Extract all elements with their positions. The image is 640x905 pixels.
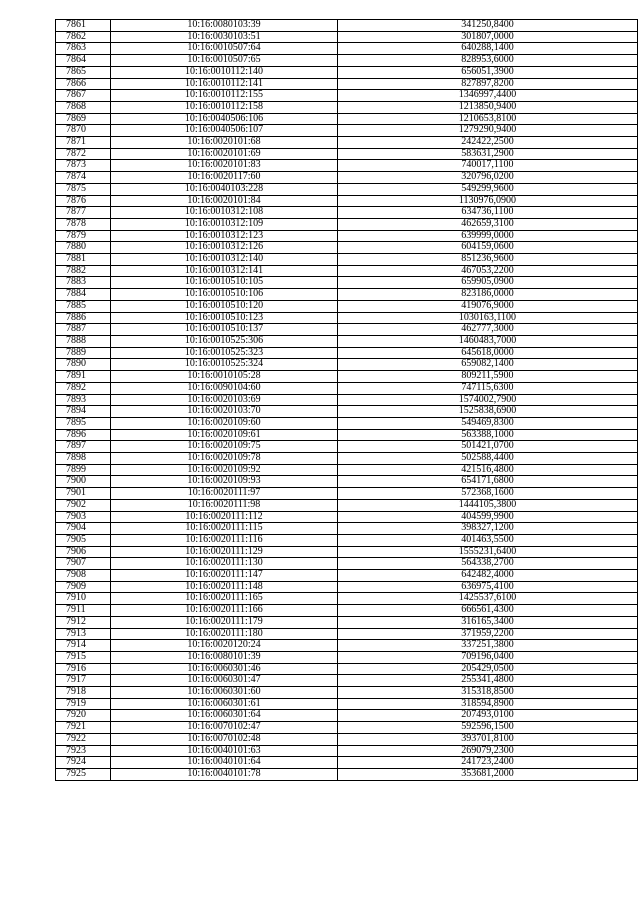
cadastral-number-cell: 10:16:0020111:112: [111, 511, 338, 523]
table-row: [56, 441, 638, 453]
table-row: [56, 66, 638, 78]
row-number-cell: 7868: [56, 101, 111, 113]
value-cell: 654171,6800: [338, 476, 638, 488]
cadastral-number-cell: 10:16:0090104:60: [111, 382, 338, 394]
table-row: [56, 534, 638, 546]
row-number-cell: 7891: [56, 371, 111, 383]
value-cell: 634736,1100: [338, 207, 638, 219]
cadastral-number-cell: 10:16:0010510:120: [111, 300, 338, 312]
value-cell: 318594,8900: [338, 698, 638, 710]
value-cell: 419076,9000: [338, 300, 638, 312]
value-cell: 1574002,7900: [338, 394, 638, 406]
row-number-cell: 7917: [56, 675, 111, 687]
cadastral-number-cell: 10:16:0010312:108: [111, 207, 338, 219]
table-row: [56, 628, 638, 640]
value-cell: 636975,4100: [338, 581, 638, 593]
row-number-cell: 7889: [56, 347, 111, 359]
value-cell: 572368,1600: [338, 488, 638, 500]
value-cell: 242422,2500: [338, 137, 638, 149]
value-cell: 337251,3800: [338, 640, 638, 652]
table-row: [56, 78, 638, 90]
value-cell: 341250,8400: [338, 20, 638, 32]
row-number-cell: 7912: [56, 616, 111, 628]
row-number-cell: 7909: [56, 581, 111, 593]
table-row: [56, 359, 638, 371]
row-number-cell: 7869: [56, 113, 111, 125]
table-row: [56, 20, 638, 32]
row-number-cell: 7888: [56, 335, 111, 347]
row-number-cell: 7887: [56, 324, 111, 336]
cadastral-number-cell: 10:16:0020111:179: [111, 616, 338, 628]
value-cell: 1213850,9400: [338, 101, 638, 113]
value-cell: 642482,4000: [338, 570, 638, 582]
row-number-cell: 7866: [56, 78, 111, 90]
row-number-cell: 7898: [56, 453, 111, 465]
cadastral-number-cell: 10:16:0070102:47: [111, 722, 338, 734]
value-cell: 549469,8300: [338, 417, 638, 429]
value-cell: 583631,2900: [338, 148, 638, 160]
table-row: [56, 207, 638, 219]
row-number-cell: 7897: [56, 441, 111, 453]
table-row: [56, 722, 638, 734]
table-row: [56, 453, 638, 465]
cadastral-number-cell: 10:16:0010112:155: [111, 90, 338, 102]
row-number-cell: 7874: [56, 172, 111, 184]
cadastral-number-cell: 10:16:0010312:123: [111, 230, 338, 242]
cadastral-number-cell: 10:16:0020111:98: [111, 499, 338, 511]
value-cell: 740017,1100: [338, 160, 638, 172]
cadastral-number-cell: 10:16:0010507:64: [111, 43, 338, 55]
value-cell: 827897,8200: [338, 78, 638, 90]
table-row: [56, 324, 638, 336]
table-row: [56, 148, 638, 160]
value-cell: 315318,8500: [338, 687, 638, 699]
table-body: [56, 20, 638, 781]
table-row: [56, 335, 638, 347]
cadastral-number-cell: 10:16:0020111:130: [111, 558, 338, 570]
value-cell: 659905,0900: [338, 277, 638, 289]
table-row: [56, 183, 638, 195]
table-row: [56, 242, 638, 254]
row-number-cell: 7870: [56, 125, 111, 137]
table-row: [56, 254, 638, 266]
value-cell: 645618,0000: [338, 347, 638, 359]
value-cell: 404599,9900: [338, 511, 638, 523]
value-cell: 1425537,6100: [338, 593, 638, 605]
row-number-cell: 7873: [56, 160, 111, 172]
cadastral-number-cell: 10:16:0020111:115: [111, 523, 338, 535]
value-cell: 207493,0100: [338, 710, 638, 722]
cadastral-number-cell: 10:16:0010312:109: [111, 218, 338, 230]
cadastral-number-cell: 10:16:0010507:65: [111, 55, 338, 67]
table-row: [56, 101, 638, 113]
cadastral-number-cell: 10:16:0060301:64: [111, 710, 338, 722]
cadastral-number-cell: 10:16:0020111:148: [111, 581, 338, 593]
cadastral-number-cell: 10:16:0040506:106: [111, 113, 338, 125]
row-number-cell: 7876: [56, 195, 111, 207]
row-number-cell: 7892: [56, 382, 111, 394]
table-row: [56, 31, 638, 43]
table-row: [56, 160, 638, 172]
cadastral-number-cell: 10:16:0020111:180: [111, 628, 338, 640]
value-cell: 1210653,8100: [338, 113, 638, 125]
row-number-cell: 7924: [56, 757, 111, 769]
cadastral-number-cell: 10:16:0020117:60: [111, 172, 338, 184]
row-number-cell: 7893: [56, 394, 111, 406]
table-row: [56, 663, 638, 675]
row-number-cell: 7901: [56, 488, 111, 500]
value-cell: 502588,4400: [338, 453, 638, 465]
table-row: [56, 581, 638, 593]
cadastral-number-cell: 10:16:0080103:39: [111, 20, 338, 32]
row-number-cell: 7863: [56, 43, 111, 55]
value-cell: 809211,5900: [338, 371, 638, 383]
row-number-cell: 7913: [56, 628, 111, 640]
cadastral-number-cell: 10:16:0010312:126: [111, 242, 338, 254]
value-cell: 1555231,6400: [338, 546, 638, 558]
table-row: [56, 769, 638, 781]
row-number-cell: 7862: [56, 31, 111, 43]
cadastral-number-cell: 10:16:0070102:48: [111, 733, 338, 745]
table-row: [56, 125, 638, 137]
table-row: [56, 570, 638, 582]
cadastral-number-cell: 10:16:0020111:116: [111, 534, 338, 546]
value-cell: 241723,2400: [338, 757, 638, 769]
row-number-cell: 7895: [56, 417, 111, 429]
value-cell: 401463,5500: [338, 534, 638, 546]
value-cell: 549299,9600: [338, 183, 638, 195]
table-row: [56, 523, 638, 535]
cadastral-number-cell: 10:16:0020111:166: [111, 605, 338, 617]
row-number-cell: 7877: [56, 207, 111, 219]
row-number-cell: 7914: [56, 640, 111, 652]
value-cell: 1279290,9400: [338, 125, 638, 137]
value-cell: 666561,4300: [338, 605, 638, 617]
table-row: [56, 218, 638, 230]
row-number-cell: 7882: [56, 265, 111, 277]
cadastral-number-cell: 10:16:0060301:47: [111, 675, 338, 687]
value-cell: 656051,3900: [338, 66, 638, 78]
row-number-cell: 7880: [56, 242, 111, 254]
row-number-cell: 7902: [56, 499, 111, 511]
row-number-cell: 7921: [56, 722, 111, 734]
value-cell: 851236,9600: [338, 254, 638, 266]
row-number-cell: 7886: [56, 312, 111, 324]
table-row: [56, 55, 638, 67]
row-number-cell: 7885: [56, 300, 111, 312]
cadastral-number-cell: 10:16:0020109:75: [111, 441, 338, 453]
table-row: [56, 43, 638, 55]
cadastral-number-cell: 10:16:0020111:165: [111, 593, 338, 605]
cadastral-number-cell: 10:16:0040103:228: [111, 183, 338, 195]
cadastral-number-cell: 10:16:0010312:140: [111, 254, 338, 266]
value-cell: 353681,2000: [338, 769, 638, 781]
cadastral-number-cell: 10:16:0010510:106: [111, 289, 338, 301]
row-number-cell: 7883: [56, 277, 111, 289]
value-cell: 604159,0600: [338, 242, 638, 254]
cadastral-number-cell: 10:16:0010510:137: [111, 324, 338, 336]
value-cell: 316165,3400: [338, 616, 638, 628]
value-cell: 563388,1000: [338, 429, 638, 441]
row-number-cell: 7918: [56, 687, 111, 699]
value-cell: 255341,4800: [338, 675, 638, 687]
cadastral-number-cell: 10:16:0020109:61: [111, 429, 338, 441]
table-row: [56, 476, 638, 488]
table-row: [56, 675, 638, 687]
cadastral-number-cell: 10:16:0020111:97: [111, 488, 338, 500]
table-row: [56, 195, 638, 207]
row-number-cell: 7910: [56, 593, 111, 605]
value-cell: 1444105,3800: [338, 499, 638, 511]
value-cell: 709196,0400: [338, 651, 638, 663]
table-row: [56, 757, 638, 769]
row-number-cell: 7923: [56, 745, 111, 757]
table-row: [56, 312, 638, 324]
table-row: [56, 733, 638, 745]
value-cell: 320796,0200: [338, 172, 638, 184]
row-number-cell: 7905: [56, 534, 111, 546]
table-row: [56, 710, 638, 722]
cadastral-number-cell: 10:16:0020101:68: [111, 137, 338, 149]
table-row: [56, 499, 638, 511]
cadastral-number-cell: 10:16:0060301:60: [111, 687, 338, 699]
table-row: [56, 265, 638, 277]
cadastral-number-cell: 10:16:0010525:323: [111, 347, 338, 359]
cadastral-number-cell: 10:16:0010312:141: [111, 265, 338, 277]
row-number-cell: 7884: [56, 289, 111, 301]
cadastral-number-cell: 10:16:0010510:123: [111, 312, 338, 324]
value-cell: 1460483,7000: [338, 335, 638, 347]
table-row: [56, 289, 638, 301]
cadastral-number-cell: 10:16:0060301:61: [111, 698, 338, 710]
cadastral-number-cell: 10:16:0010112:141: [111, 78, 338, 90]
row-number-cell: 7916: [56, 663, 111, 675]
table-row: [56, 488, 638, 500]
table-row: [56, 382, 638, 394]
table-row: [56, 546, 638, 558]
table-row: [56, 511, 638, 523]
table-row: [56, 230, 638, 242]
row-number-cell: 7861: [56, 20, 111, 32]
row-number-cell: 7907: [56, 558, 111, 570]
row-number-cell: 7875: [56, 183, 111, 195]
cadastral-number-cell: 10:16:0010525:324: [111, 359, 338, 371]
row-number-cell: 7908: [56, 570, 111, 582]
cadastral-number-cell: 10:16:0010525:306: [111, 335, 338, 347]
table-row: [56, 745, 638, 757]
table-row: [56, 371, 638, 383]
table-row: [56, 417, 638, 429]
cadastral-number-cell: 10:16:0010510:105: [111, 277, 338, 289]
cadastral-number-cell: 10:16:0020111:147: [111, 570, 338, 582]
row-number-cell: 7881: [56, 254, 111, 266]
cadastral-number-cell: 10:16:0020101:83: [111, 160, 338, 172]
cadastral-number-cell: 10:16:0040101:78: [111, 769, 338, 781]
row-number-cell: 7879: [56, 230, 111, 242]
value-cell: 398327,1200: [338, 523, 638, 535]
value-cell: 501421,0700: [338, 441, 638, 453]
value-cell: 269079,2300: [338, 745, 638, 757]
value-cell: 462659,3100: [338, 218, 638, 230]
cadastral-number-cell: 10:16:0020101:69: [111, 148, 338, 160]
value-cell: 640288,1400: [338, 43, 638, 55]
table-row: [56, 137, 638, 149]
table-row: [56, 464, 638, 476]
cadastral-number-cell: 10:16:0020109:60: [111, 417, 338, 429]
value-cell: 1346997,4400: [338, 90, 638, 102]
cadastral-number-cell: 10:16:0020111:129: [111, 546, 338, 558]
value-cell: 564338,2700: [338, 558, 638, 570]
table-row: [56, 429, 638, 441]
row-number-cell: 7906: [56, 546, 111, 558]
row-number-cell: 7915: [56, 651, 111, 663]
value-cell: 393701,8100: [338, 733, 638, 745]
cadastral-value-table: [55, 19, 638, 781]
value-cell: 301807,0000: [338, 31, 638, 43]
cadastral-number-cell: 10:16:0020109:78: [111, 453, 338, 465]
row-number-cell: 7919: [56, 698, 111, 710]
cadastral-number-cell: 10:16:0020120:24: [111, 640, 338, 652]
value-cell: 205429,0500: [338, 663, 638, 675]
row-number-cell: 7911: [56, 605, 111, 617]
row-number-cell: 7900: [56, 476, 111, 488]
cadastral-number-cell: 10:16:0020103:70: [111, 406, 338, 418]
value-cell: 467053,2200: [338, 265, 638, 277]
value-cell: 747115,6300: [338, 382, 638, 394]
row-number-cell: 7899: [56, 464, 111, 476]
table-row: [56, 347, 638, 359]
row-number-cell: 7890: [56, 359, 111, 371]
row-number-cell: 7904: [56, 523, 111, 535]
cadastral-number-cell: 10:16:0020109:92: [111, 464, 338, 476]
row-number-cell: 7867: [56, 90, 111, 102]
row-number-cell: 7903: [56, 511, 111, 523]
value-cell: 823186,0000: [338, 289, 638, 301]
value-cell: 421516,4800: [338, 464, 638, 476]
value-cell: 462777,3000: [338, 324, 638, 336]
value-cell: 1130976,0900: [338, 195, 638, 207]
row-number-cell: 7894: [56, 406, 111, 418]
value-cell: 639999,0000: [338, 230, 638, 242]
table-row: [56, 558, 638, 570]
row-number-cell: 7864: [56, 55, 111, 67]
table-row: [56, 687, 638, 699]
cadastral-number-cell: 10:16:0040101:63: [111, 745, 338, 757]
value-cell: 659082,1400: [338, 359, 638, 371]
cadastral-number-cell: 10:16:0020101:84: [111, 195, 338, 207]
table-row: [56, 394, 638, 406]
value-cell: 1030163,1100: [338, 312, 638, 324]
table-row: [56, 640, 638, 652]
table-row: [56, 593, 638, 605]
row-number-cell: 7925: [56, 769, 111, 781]
table-row: [56, 406, 638, 418]
cadastral-number-cell: 10:16:0010105:28: [111, 371, 338, 383]
cadastral-number-cell: 10:16:0020109:93: [111, 476, 338, 488]
table-row: [56, 277, 638, 289]
cadastral-number-cell: 10:16:0060301:46: [111, 663, 338, 675]
row-number-cell: 7878: [56, 218, 111, 230]
value-cell: 828953,6000: [338, 55, 638, 67]
table-row: [56, 651, 638, 663]
row-number-cell: 7896: [56, 429, 111, 441]
cadastral-number-cell: 10:16:0080101:39: [111, 651, 338, 663]
row-number-cell: 7872: [56, 148, 111, 160]
cadastral-number-cell: 10:16:0020103:69: [111, 394, 338, 406]
value-cell: 592596,1500: [338, 722, 638, 734]
value-cell: 1525838,6900: [338, 406, 638, 418]
table-row: [56, 616, 638, 628]
row-number-cell: 7922: [56, 733, 111, 745]
table-row: [56, 605, 638, 617]
table-row: [56, 300, 638, 312]
row-number-cell: 7871: [56, 137, 111, 149]
table-row: [56, 698, 638, 710]
cadastral-number-cell: 10:16:0030103:51: [111, 31, 338, 43]
cadastral-number-cell: 10:16:0040506:107: [111, 125, 338, 137]
table-row: [56, 90, 638, 102]
cadastral-number-cell: 10:16:0040101:64: [111, 757, 338, 769]
row-number-cell: 7865: [56, 66, 111, 78]
table-row: [56, 172, 638, 184]
cadastral-number-cell: 10:16:0010112:158: [111, 101, 338, 113]
row-number-cell: 7920: [56, 710, 111, 722]
table-row: [56, 113, 638, 125]
value-cell: 371959,2200: [338, 628, 638, 640]
cadastral-number-cell: 10:16:0010112:140: [111, 66, 338, 78]
